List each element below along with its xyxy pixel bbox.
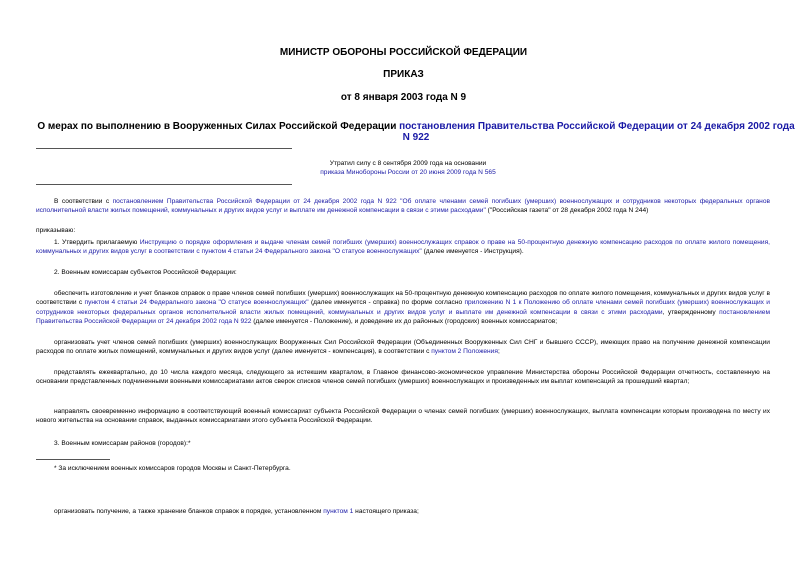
- item-3a-text-2: настоящего приказа;: [353, 508, 419, 515]
- item-3a-paragraph: [36, 507, 770, 516]
- item-2a-text-4: (далее именуется - Положение), и доведение их до районных (городских) военных комиссариатов;: [251, 318, 558, 326]
- item-2a-text-2: (далее именуется - справка) по форме согласно: [308, 299, 465, 307]
- item-2-heading: 2. Военным комиссарам субъектов Российской Федерации:: [54, 269, 237, 276]
- item-2a-appendix-link[interactable]: приложению N 1 к Положению об оплате членами семей погибших (умерших) военнослужащих и сотрудников некоторых федеральных органов исполнительной власти жилых помещений, коммунальных и других видов услуг и выплате им денежной компенсации в связи с этими расходами: [36, 299, 770, 316]
- item-2d-paragraph: направлять своевременно информацию в соответствующий военный комиссариат субъекта Российской Федерации о членах семей погибших (умерших) военнослужащих, выплата компенсации которым производена по месту их нового жительства на основании справок, выданных комиссариатами этого субъекта Российской Федерации.: [36, 408, 770, 425]
- item-2b-text-2: ;: [497, 348, 500, 356]
- item-3a-point-link[interactable]: пунктом 1: [323, 508, 354, 515]
- status-line1: Утратил силу с 8 сентября 2009 года на основании: [329, 160, 487, 167]
- item-1-instruction-link[interactable]: Инструкцию о порядке оформления и выдаче членам семей погибших (умерших) военнослужащих справок о праве на 50-процентную денежную компенсацию расходов по оплате жилого помещения, коммунальных и других видов услуг в соответствии с пунктом 4 статьи 24 Федерального закона "О статусе военнослужащих": [36, 239, 770, 256]
- preamble-resolution-link[interactable]: постановлением Правительства Российской Федерации от 24 декабря 2002 года N 922 "Об оплате членами семей погибших (умерших) военнослужащих и сотрудников некоторых федеральных органов исполнительной власти жилых помещений, коммунальных и других видов услуг и выплате им денежной компенсации в связи с этими расходами": [36, 198, 770, 215]
- preamble-text-1: В соответствии с: [54, 198, 113, 205]
- footnote-divider: [36, 459, 110, 460]
- item-2a-text-3: , утвержденному: [662, 308, 720, 316]
- item-2a-law-link[interactable]: пунктом 4 статьи 24 Федерального закона "О статусе военнослужащих": [84, 299, 309, 307]
- status-repeal-link[interactable]: приказа Минобороны России от 20 июня 2009 года N 565: [320, 169, 496, 177]
- preamble-text-2: ("Российская газета" от 28 декабря 2002 года N 244): [485, 207, 649, 215]
- item-2b-paragraph: [36, 338, 770, 357]
- ministry-heading: МИНИСТР ОБОРОНЫ РОССИЙСКОЙ ФЕДЕРАЦИИ: [279, 47, 528, 58]
- title-link[interactable]: постановления Правительства Российской Федерации от 24 декабря 2002 года N 922: [399, 121, 795, 143]
- divider-bottom: [36, 184, 292, 185]
- status-note: [250, 159, 566, 178]
- item-2a-paragraph: [36, 289, 770, 327]
- order-word: приказываю:: [36, 227, 76, 234]
- doc-type-heading: ПРИКАЗ: [383, 69, 424, 80]
- title-text: О мерах по выполнению в Вооруженных Силах Российской Федерации: [37, 121, 400, 132]
- item-2c-paragraph: представлять ежеквартально, до 10 числа каждого месяца, следующего за истекшим кварталом, в Главное финансово-экономическое управление Министерства обороны Российской Федерации отчетность, составленную на основании представленных подчиненными военными комиссариатами актов сверок списков членов семей погибших (умерших) военнослужащих и произведенных им выплат компенсаций за прошедший квартал;: [36, 369, 770, 386]
- item-2b-text-1: организовать учет членов семей погибших (умерших) военнослужащих Вооруженных Сил Российской Федерации (Объединенных Вооруженных Сил СНГ и бывшего СССР), имеющих право на получение денежной компенсации расходов по оплате жилых помещений, коммунальных и других видов услуг (далее именуется - компенсация), в соответствии с: [36, 339, 770, 356]
- preamble-paragraph: [36, 197, 770, 216]
- date-number-heading: от 8 января 2003 года N 9: [340, 92, 467, 103]
- divider-top: [36, 148, 292, 149]
- document-title: [36, 121, 796, 143]
- item-3-heading: 3. Военным комиссарам районов (городов):*: [54, 440, 191, 447]
- item-2b-regulation-link[interactable]: пунктом 2 Положения: [431, 348, 498, 356]
- item-2a-resolution-link[interactable]: постановлением Правительства Российской Федерации от 24 декабря 2002 года N 922: [36, 308, 770, 326]
- footnote-text: * За исключением военных комиссаров городов Москвы и Санкт-Петербурга.: [54, 465, 291, 472]
- item-1-text-2: (далее именуется - Инструкция).: [421, 248, 524, 256]
- item-1-text-1: 1. Утвердить прилагаемую: [54, 239, 140, 246]
- item-3a-text-1: организовать получение, а также хранение бланков справок в порядке, установленном: [54, 508, 324, 515]
- item-1-paragraph: [36, 238, 770, 257]
- item-2a-text-1: обеспечить изготовление и учет бланков справок о праве членов семей погибших (умерших) военнослужащих на 50-процентную денежную компенсацию расходов по оплате жилого помещения, коммунальных и других видов услуг в соответствии с: [36, 290, 770, 307]
